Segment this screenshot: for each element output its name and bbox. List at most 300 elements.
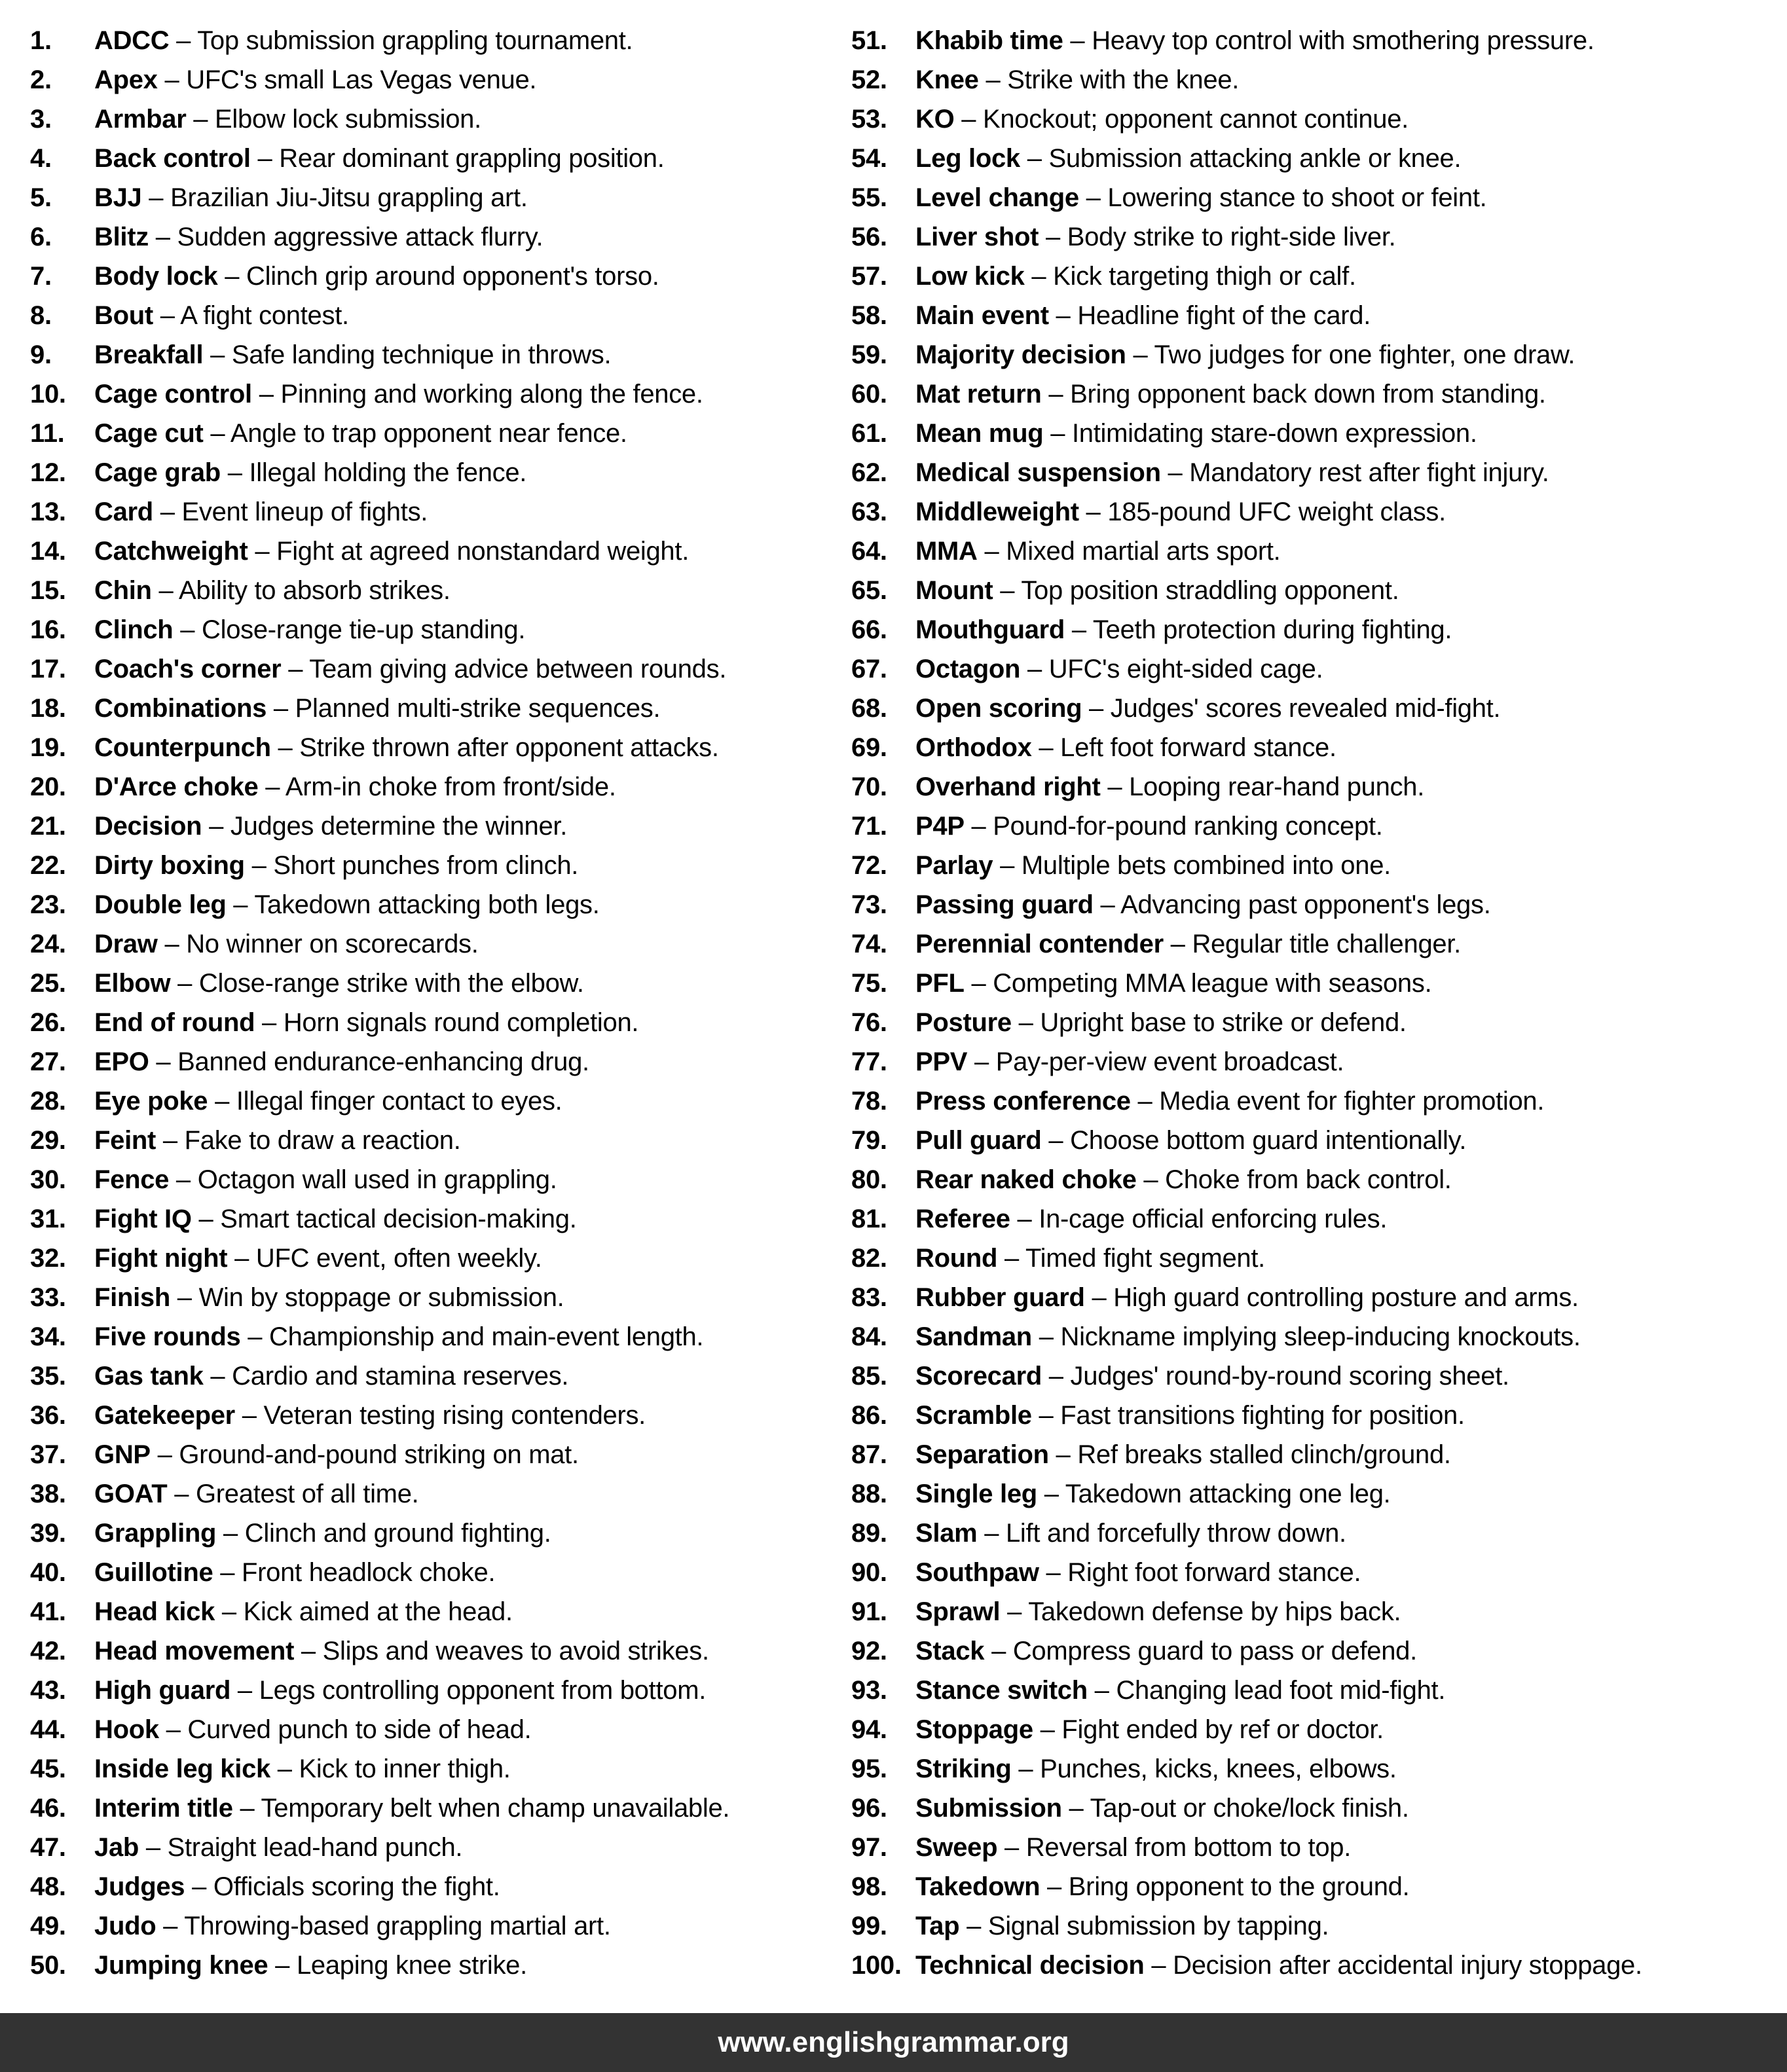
- item-text: [94, 571, 451, 610]
- item-separator: –: [1024, 262, 1054, 291]
- item-term: End of round: [94, 1008, 255, 1037]
- glossary-item: [851, 1671, 1784, 1710]
- item-separator: –: [1041, 1126, 1071, 1155]
- item-text: [94, 1474, 418, 1514]
- item-definition: High guard controlling posture and arms.: [1113, 1283, 1579, 1312]
- item-text: [915, 1356, 1509, 1396]
- item-text: [94, 807, 567, 846]
- item-text: [94, 374, 703, 414]
- item-number: 55.: [851, 183, 887, 212]
- item-text: [915, 924, 1461, 964]
- item-number: 90.: [851, 1558, 887, 1587]
- item-separator: –: [139, 1833, 168, 1862]
- item-separator: –: [1130, 1087, 1160, 1116]
- item-text: [94, 1514, 551, 1553]
- item-separator: –: [1061, 1794, 1090, 1823]
- item-definition: Ability to absorb strikes.: [179, 576, 451, 605]
- glossary-item: [851, 1631, 1784, 1671]
- glossary-item: [30, 257, 849, 296]
- glossary-item: [851, 1239, 1784, 1278]
- item-term: Majority decision: [915, 340, 1126, 369]
- item-text: [94, 296, 349, 335]
- item-text: [94, 610, 525, 649]
- item-term: Head movement: [94, 1637, 295, 1665]
- item-definition: Kick targeting thigh or calf.: [1053, 262, 1356, 291]
- item-definition: Media event for fighter promotion.: [1159, 1087, 1545, 1116]
- item-text: [915, 689, 1500, 728]
- glossary-item: [30, 1199, 849, 1239]
- item-text: [915, 492, 1446, 532]
- item-text: [915, 1789, 1409, 1828]
- item-term: Double leg: [94, 890, 227, 919]
- item-number: 92.: [851, 1637, 887, 1665]
- item-separator: –: [185, 1872, 213, 1901]
- item-separator: –: [173, 615, 202, 644]
- item-number: 29.: [30, 1126, 66, 1155]
- item-separator: –: [217, 262, 247, 291]
- item-separator: –: [186, 105, 215, 134]
- item-text: [915, 374, 1546, 414]
- glossary-item: [851, 1317, 1784, 1356]
- item-text: [94, 1553, 495, 1592]
- glossary-item: [30, 885, 849, 924]
- item-text: [915, 1081, 1544, 1121]
- item-definition: Cardio and stamina reserves.: [232, 1362, 569, 1390]
- glossary-item: [30, 1356, 849, 1396]
- item-number: 46.: [30, 1794, 66, 1823]
- item-number: 23.: [30, 890, 66, 919]
- item-term: Submission: [915, 1794, 1062, 1823]
- item-separator: –: [1082, 694, 1111, 723]
- glossary-item: [30, 1749, 849, 1789]
- item-definition: Looping rear-hand punch.: [1129, 772, 1425, 801]
- item-definition: Bring opponent back down from standing.: [1070, 380, 1546, 409]
- item-number: 70.: [851, 772, 887, 801]
- item-term: Octagon: [915, 655, 1021, 683]
- item-definition: Competing MMA league with seasons.: [993, 969, 1432, 998]
- item-separator: –: [954, 105, 983, 134]
- item-text: [915, 60, 1239, 100]
- glossary-item: [30, 1671, 849, 1710]
- item-term: Middleweight: [915, 498, 1079, 526]
- item-text: [94, 1356, 568, 1396]
- item-number: 4.: [30, 144, 52, 173]
- item-definition: Choose bottom guard intentionally.: [1070, 1126, 1467, 1155]
- item-term: Judges: [94, 1872, 185, 1901]
- item-separator: –: [993, 576, 1022, 605]
- item-number: 38.: [30, 1480, 66, 1508]
- item-definition: Compress guard to pass or defend.: [1012, 1637, 1417, 1665]
- item-separator: –: [250, 144, 280, 173]
- item-term: PFL: [915, 969, 965, 998]
- glossary-item: [851, 1710, 1784, 1749]
- glossary-item: [851, 1278, 1784, 1317]
- glossary-item: [851, 1946, 1784, 1985]
- item-term: Eye poke: [94, 1087, 208, 1116]
- item-definition: Safe landing technique in throws.: [231, 340, 612, 369]
- item-text: [915, 728, 1336, 767]
- glossary-item: [30, 649, 849, 689]
- item-text: [94, 1081, 562, 1121]
- item-text: [915, 1710, 1384, 1749]
- glossary-item: [851, 1474, 1784, 1514]
- item-number: 15.: [30, 576, 66, 605]
- item-separator: –: [156, 1912, 185, 1940]
- item-separator: –: [203, 340, 232, 369]
- item-term: Combinations: [94, 694, 267, 723]
- item-text: [94, 924, 479, 964]
- item-separator: –: [977, 1519, 1006, 1548]
- item-separator: –: [170, 969, 199, 998]
- item-term: Finish: [94, 1283, 170, 1312]
- item-separator: –: [967, 1047, 996, 1076]
- item-term: Draw: [94, 930, 158, 958]
- item-term: Pull guard: [915, 1126, 1042, 1155]
- item-text: [94, 1749, 511, 1789]
- item-definition: Mixed martial arts sport.: [1006, 537, 1281, 566]
- glossary-item: [30, 139, 849, 178]
- item-term: Press conference: [915, 1087, 1131, 1116]
- item-definition: Ground-and-pound striking on mat.: [179, 1440, 579, 1469]
- item-term: Mouthguard: [915, 615, 1065, 644]
- item-definition: Rear dominant grappling position.: [279, 144, 665, 173]
- item-term: Striking: [915, 1754, 1012, 1783]
- item-number: 41.: [30, 1597, 66, 1626]
- item-text: [915, 1160, 1452, 1199]
- item-number: 69.: [851, 733, 887, 762]
- footer-url: www.englishgrammar.org: [718, 2026, 1069, 2058]
- item-separator: –: [1039, 223, 1067, 251]
- glossary-item: [851, 610, 1784, 649]
- item-term: Cage cut: [94, 419, 204, 448]
- item-text: [915, 649, 1323, 689]
- item-number: 67.: [851, 655, 887, 683]
- item-number: 28.: [30, 1087, 66, 1116]
- glossary-item: [851, 807, 1784, 846]
- item-number: 44.: [30, 1715, 66, 1744]
- item-term: GOAT: [94, 1480, 168, 1508]
- item-term: Fight IQ: [94, 1205, 192, 1233]
- item-separator: –: [1011, 1754, 1041, 1783]
- glossary-item: [851, 1553, 1784, 1592]
- item-definition: Pay-per-view event broadcast.: [995, 1047, 1344, 1076]
- item-number: 47.: [30, 1833, 66, 1862]
- glossary-item: [30, 296, 849, 335]
- item-number: 37.: [30, 1440, 66, 1469]
- item-separator: –: [1037, 1480, 1065, 1508]
- item-number: 18.: [30, 694, 66, 723]
- item-term: Knee: [915, 65, 979, 94]
- item-text: [915, 1396, 1465, 1435]
- item-definition: UFC's small Las Vegas venue.: [186, 65, 537, 94]
- item-number: 48.: [30, 1872, 66, 1901]
- item-number: 6.: [30, 223, 52, 251]
- item-definition: Right foot forward stance.: [1067, 1558, 1361, 1587]
- item-text: [915, 807, 1383, 846]
- item-term: Gatekeeper: [94, 1401, 235, 1430]
- item-definition: Illegal holding the fence.: [249, 458, 527, 487]
- item-number: 74.: [851, 930, 887, 958]
- item-definition: UFC's eight-sided cage.: [1048, 655, 1323, 683]
- item-definition: Judges' scores revealed mid-fight.: [1110, 694, 1501, 723]
- glossary-item: [30, 1631, 849, 1671]
- item-separator: –: [1010, 1205, 1039, 1233]
- item-definition: 185-pound UFC weight class.: [1107, 498, 1446, 526]
- item-text: [94, 21, 633, 60]
- glossary-item: [30, 1946, 849, 1985]
- glossary-item: [30, 453, 849, 492]
- item-number: 57.: [851, 262, 887, 291]
- item-number: 94.: [851, 1715, 887, 1744]
- item-separator: –: [158, 1715, 188, 1744]
- item-definition: No winner on scorecards.: [186, 930, 479, 958]
- item-term: Overhand right: [915, 772, 1101, 801]
- item-number: 68.: [851, 694, 887, 723]
- item-text: [94, 1867, 500, 1906]
- glossary-item: [30, 846, 849, 885]
- item-term: Jumping knee: [94, 1951, 268, 1980]
- item-text: [94, 1671, 706, 1710]
- item-text: [915, 1592, 1401, 1631]
- glossary-item: [851, 1592, 1784, 1631]
- item-definition: Temporary belt when champ unavailable.: [261, 1794, 730, 1823]
- item-separator: –: [1078, 498, 1108, 526]
- item-term: Sprawl: [915, 1597, 1001, 1626]
- glossary-item: [851, 1081, 1784, 1121]
- item-definition: Upright base to strike or defend.: [1040, 1008, 1407, 1037]
- item-text: [94, 492, 428, 532]
- item-text: [915, 1867, 1409, 1906]
- item-definition: Sudden aggressive attack flurry.: [177, 223, 543, 251]
- glossary-item: [30, 1396, 849, 1435]
- item-text: [94, 767, 616, 807]
- item-definition: Left foot forward stance.: [1060, 733, 1336, 762]
- item-number: 83.: [851, 1283, 887, 1312]
- item-text: [915, 1631, 1417, 1671]
- item-separator: –: [203, 1362, 232, 1390]
- item-number: 71.: [851, 812, 887, 841]
- item-definition: Horn signals round completion.: [283, 1008, 639, 1037]
- item-separator: –: [1031, 733, 1061, 762]
- item-definition: Event lineup of fights.: [181, 498, 428, 526]
- item-definition: Kick to inner thigh.: [299, 1754, 511, 1783]
- item-number: 34.: [30, 1322, 66, 1351]
- item-term: Five rounds: [94, 1322, 241, 1351]
- item-text: [94, 1710, 531, 1749]
- item-text: [915, 610, 1452, 649]
- glossary-item: [30, 1789, 849, 1828]
- item-term: Rubber guard: [915, 1283, 1085, 1312]
- item-text: [915, 1946, 1642, 1985]
- item-term: ADCC: [94, 26, 170, 55]
- item-separator: –: [281, 655, 310, 683]
- glossary-item: [30, 178, 849, 217]
- item-text: [915, 1553, 1361, 1592]
- item-definition: Fight ended by ref or doctor.: [1061, 1715, 1384, 1744]
- item-number: 36.: [30, 1401, 66, 1430]
- item-number: 10.: [30, 380, 66, 409]
- item-term: Coach's corner: [94, 655, 282, 683]
- glossary-item: [30, 1435, 849, 1474]
- item-text: [94, 453, 526, 492]
- item-separator: –: [220, 458, 249, 487]
- item-term: Mount: [915, 576, 993, 605]
- item-text: [915, 178, 1486, 217]
- item-definition: Banned endurance-enhancing drug.: [177, 1047, 589, 1076]
- item-term: P4P: [915, 812, 965, 841]
- item-separator: –: [216, 1519, 245, 1548]
- item-number: 61.: [851, 419, 887, 448]
- item-number: 8.: [30, 301, 52, 330]
- item-separator: –: [1039, 1558, 1068, 1587]
- glossary-item: [851, 374, 1784, 414]
- item-text: [94, 846, 578, 885]
- item-number: 81.: [851, 1205, 887, 1233]
- item-text: [94, 885, 600, 924]
- glossary-item: [851, 335, 1784, 374]
- item-text: [94, 1828, 462, 1867]
- item-definition: Top submission grappling tournament.: [197, 26, 633, 55]
- item-text: [94, 217, 543, 257]
- item-separator: –: [959, 1912, 988, 1940]
- item-term: Rear naked choke: [915, 1165, 1137, 1194]
- glossary-item: [30, 1121, 849, 1160]
- item-number: 99.: [851, 1912, 887, 1940]
- item-term: Tap: [915, 1912, 960, 1940]
- item-separator: –: [984, 1637, 1013, 1665]
- item-definition: Arm-in choke from front/side.: [285, 772, 616, 801]
- item-definition: Lift and forcefully throw down.: [1005, 1519, 1346, 1548]
- item-term: Stack: [915, 1637, 985, 1665]
- item-separator: –: [1093, 890, 1121, 919]
- item-number: 97.: [851, 1833, 887, 1862]
- item-separator: –: [208, 1087, 236, 1116]
- item-number: 73.: [851, 890, 887, 919]
- item-text: [94, 414, 627, 453]
- item-separator: –: [251, 380, 281, 409]
- item-separator: –: [202, 812, 230, 841]
- glossary-item: [851, 1199, 1784, 1239]
- item-text: [94, 1317, 703, 1356]
- item-term: D'Arce choke: [94, 772, 259, 801]
- glossary-item: [30, 689, 849, 728]
- item-definition: Timed fight segment.: [1025, 1244, 1265, 1273]
- glossary-item: [30, 60, 849, 100]
- item-definition: Elbow lock submission.: [215, 105, 481, 134]
- item-number: 2.: [30, 65, 52, 94]
- item-definition: Clinch and ground fighting.: [244, 1519, 551, 1548]
- item-term: Single leg: [915, 1480, 1037, 1508]
- item-text: [915, 453, 1549, 492]
- glossary-item: [851, 414, 1784, 453]
- item-term: Blitz: [94, 223, 149, 251]
- item-separator: –: [993, 851, 1022, 880]
- item-number: 80.: [851, 1165, 887, 1194]
- item-term: Slam: [915, 1519, 978, 1548]
- item-definition: Changing lead foot mid-fight.: [1116, 1676, 1446, 1705]
- item-text: [94, 178, 528, 217]
- item-text: [94, 335, 611, 374]
- item-definition: Tap-out or choke/lock finish.: [1090, 1794, 1409, 1823]
- glossary-item: [851, 60, 1784, 100]
- item-separator: –: [270, 733, 300, 762]
- glossary-item: [30, 1239, 849, 1278]
- item-text: [915, 296, 1371, 335]
- item-separator: –: [1041, 1362, 1071, 1390]
- item-number: 72.: [851, 851, 887, 880]
- item-definition: Heavy top control with smothering pressure.: [1092, 26, 1594, 55]
- item-text: [915, 257, 1356, 296]
- item-number: 84.: [851, 1322, 887, 1351]
- item-text: [94, 1396, 646, 1435]
- item-definition: Brazilian Jiu-Jitsu grappling art.: [170, 183, 528, 212]
- term-list-left: [30, 21, 849, 1985]
- item-number: 12.: [30, 458, 66, 487]
- item-term: Low kick: [915, 262, 1025, 291]
- item-separator: –: [169, 1165, 198, 1194]
- item-separator: –: [167, 1480, 196, 1508]
- glossary-item: [30, 571, 849, 610]
- item-term: Perennial contender: [915, 930, 1164, 958]
- item-definition: Team giving advice between rounds.: [309, 655, 727, 683]
- item-separator: –: [1000, 1597, 1029, 1626]
- item-definition: Fast transitions fighting for position.: [1060, 1401, 1465, 1430]
- item-term: Leg lock: [915, 144, 1020, 173]
- item-definition: Submission attacking ankle or knee.: [1048, 144, 1462, 173]
- item-number: 45.: [30, 1754, 66, 1783]
- item-definition: Body strike to right-side liver.: [1067, 223, 1396, 251]
- glossary-item: [30, 1278, 849, 1317]
- glossary-item: [851, 100, 1784, 139]
- item-separator: –: [1011, 1008, 1041, 1037]
- item-definition: Planned multi-strike sequences.: [295, 694, 661, 723]
- item-number: 35.: [30, 1362, 66, 1390]
- item-number: 88.: [851, 1480, 887, 1508]
- item-number: 78.: [851, 1087, 887, 1116]
- item-term: Stoppage: [915, 1715, 1033, 1744]
- item-number: 89.: [851, 1519, 887, 1548]
- item-definition: Strike with the knee.: [1007, 65, 1240, 94]
- item-definition: Punches, kicks, knees, elbows.: [1040, 1754, 1397, 1783]
- item-definition: UFC event, often weekly.: [255, 1244, 542, 1273]
- glossary-item: [30, 924, 849, 964]
- item-term: Liver shot: [915, 223, 1039, 251]
- item-term: Body lock: [94, 262, 218, 291]
- glossary-item: [851, 728, 1784, 767]
- item-number: 30.: [30, 1165, 66, 1194]
- item-term: High guard: [94, 1676, 231, 1705]
- item-text: [915, 1317, 1581, 1356]
- glossary-item: [851, 1514, 1784, 1553]
- glossary-item: [851, 1749, 1784, 1789]
- item-term: Open scoring: [915, 694, 1082, 723]
- item-number: 13.: [30, 498, 66, 526]
- glossary-item: [851, 296, 1784, 335]
- item-term: Interim title: [94, 1794, 233, 1823]
- item-term: Separation: [915, 1440, 1049, 1469]
- glossary-item: [30, 1160, 849, 1199]
- item-text: [915, 1828, 1351, 1867]
- item-text: [94, 1946, 527, 1985]
- item-separator: –: [227, 1244, 256, 1273]
- item-separator: –: [1078, 183, 1108, 212]
- glossary-item: [30, 1081, 849, 1121]
- glossary-item: [851, 767, 1784, 807]
- item-definition: Close-range strike with the elbow.: [198, 969, 584, 998]
- glossary-item: [30, 767, 849, 807]
- item-separator: –: [267, 694, 295, 723]
- item-definition: Pound-for-pound ranking concept.: [993, 812, 1383, 841]
